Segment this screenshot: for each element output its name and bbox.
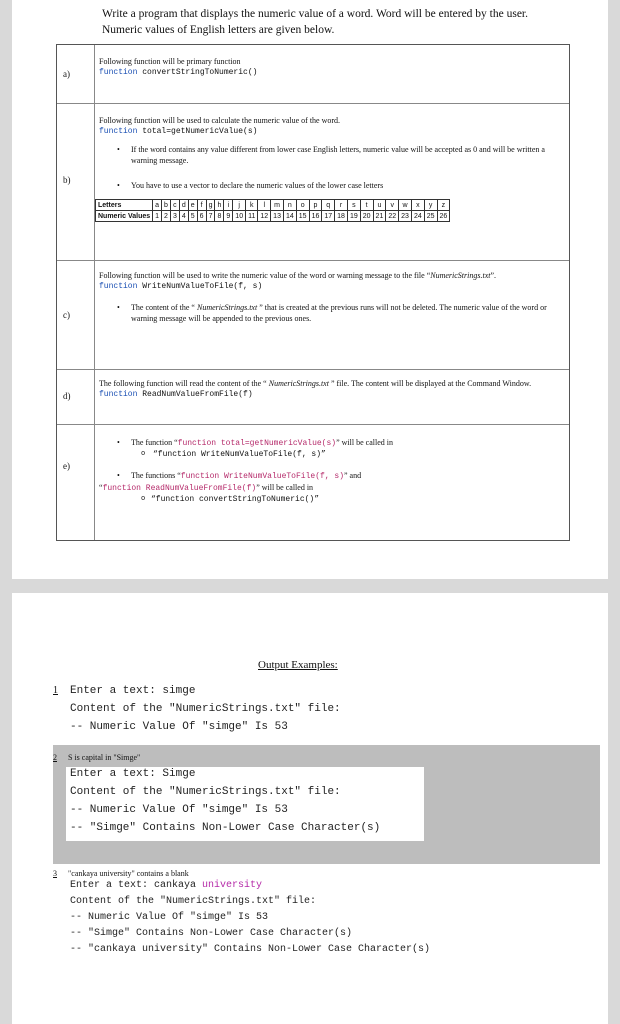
sub-bullet: o “function convertStringToNumeric()” <box>99 494 565 505</box>
row-label: c) <box>63 310 70 320</box>
line-text <box>99 482 565 494</box>
value-cell: 24 <box>411 211 424 222</box>
code: function total=getNumericValue(s) <box>177 439 337 448</box>
bullet-text: • You have to use a vector to declare the numeric values of the lower case letters <box>99 180 565 191</box>
value-cell: 12 <box>258 211 271 222</box>
value-cell: 17 <box>322 211 335 222</box>
value-cell: 3 <box>170 211 179 222</box>
text: The function “ <box>131 438 178 447</box>
row-label: a) <box>63 69 70 79</box>
text: ” will be called in <box>336 438 393 447</box>
value-cell: 25 <box>424 211 437 222</box>
output-line: -- Numeric Value Of "simge" Is 53 <box>70 912 269 923</box>
requirements-table <box>56 44 570 541</box>
value-cell: 15 <box>296 211 309 222</box>
letter-cell: m <box>271 200 284 211</box>
letter-cell: k <box>246 200 258 211</box>
letter-cell: b <box>162 200 171 211</box>
value-cell: 9 <box>224 211 233 222</box>
sub-bullet: o “function WriteNumValueToFile(f, s)” <box>99 449 565 460</box>
output-line: Enter a text: simge <box>70 685 196 697</box>
value-cell: 10 <box>233 211 246 222</box>
letter-cell: u <box>373 200 386 211</box>
letter-cell: x <box>411 200 424 211</box>
function-signature: convertStringToNumeric() <box>142 68 258 77</box>
row-c <box>57 260 569 370</box>
row-e <box>57 424 569 540</box>
value-cell: 14 <box>283 211 296 222</box>
value-cell: 19 <box>347 211 360 222</box>
bullet-text <box>99 302 565 324</box>
values-row <box>96 211 450 222</box>
output-line: Content of the "NumericStrings.txt" file: <box>70 786 341 798</box>
file-name: NumericStrings.txt <box>430 271 491 280</box>
function-signature: total=getNumericValue(s) <box>142 127 258 136</box>
value-cell: 8 <box>215 211 224 222</box>
letter-cell: f <box>197 200 206 211</box>
value-cell: 26 <box>437 211 450 222</box>
output-line: Enter a text: Simge <box>70 768 196 780</box>
value-cell: 6 <box>197 211 206 222</box>
letter-cell: q <box>322 200 335 211</box>
output-line: -- "Simge" Contains Non-Lower Case Character(s) <box>70 928 353 939</box>
letter-cell: e <box>188 200 197 211</box>
row-a <box>57 45 569 104</box>
example-number: 2 <box>53 753 57 762</box>
assignment-page <box>12 0 608 579</box>
example-note: "cankaya university" contains a blank <box>68 869 189 878</box>
letter-cell: r <box>335 200 348 211</box>
text: Enter a text: cankaya <box>70 880 203 891</box>
letter-cell: n <box>283 200 296 211</box>
row-b <box>57 103 569 261</box>
example-2 <box>70 765 380 837</box>
output-line: Content of the "NumericStrings.txt" file: <box>70 896 317 907</box>
example-note: S is capital in "Simge" <box>68 753 141 762</box>
text: ”. <box>490 271 497 280</box>
value-cell: 20 <box>360 211 373 222</box>
value-cell: 23 <box>399 211 412 222</box>
example-number: 3 <box>53 869 57 878</box>
text: “ <box>99 483 103 492</box>
output-line <box>70 878 430 894</box>
letter-values-table <box>95 199 450 222</box>
output-line: -- Numeric Value Of "simge" Is 53 <box>70 721 288 733</box>
highlighted-word: university <box>202 880 263 891</box>
row-d <box>57 369 569 425</box>
keyword: function <box>99 390 138 399</box>
row-label: e) <box>63 461 70 471</box>
letter-cell: o <box>296 200 309 211</box>
letter-cell: c <box>170 200 179 211</box>
row-d-text <box>99 378 565 389</box>
row-c-text <box>99 270 565 281</box>
output-page <box>12 593 608 1024</box>
example-1 <box>70 682 341 736</box>
text: ” that is created at the previous runs will not be deleted. The numeric value of the word or warning message will be appended to the previous ones. <box>131 303 547 323</box>
letter-cell: w <box>399 200 412 211</box>
row-a-text: Following function will be primary function <box>99 57 241 66</box>
file-name: NumericStrings.txt <box>268 379 329 388</box>
function-signature: ReadNumValueFromFile(f) <box>142 390 253 399</box>
text: ” file. The content will be displayed at the Command Window. <box>328 379 532 388</box>
letter-cell: i <box>224 200 233 211</box>
letter-cell: a <box>153 200 162 211</box>
bullet-text: • If the word contains any value different from lower case English letters, numeric value will be accepted as 0 and will be written a warning message. <box>99 144 565 166</box>
value-cell: 1 <box>153 211 162 222</box>
keyword: function <box>99 282 138 291</box>
bullet-text <box>99 470 565 482</box>
text: The functions “ <box>131 471 181 480</box>
letters-header: Letters <box>96 200 153 211</box>
file-name: NumericStrings.txt <box>196 303 258 312</box>
row-label: d) <box>63 391 71 401</box>
row-label: b) <box>63 175 71 185</box>
value-cell: 13 <box>271 211 284 222</box>
keyword: function <box>99 127 138 136</box>
value-cell: 22 <box>386 211 399 222</box>
output-line: -- "Simge" Contains Non-Lower Case Character(s) <box>70 822 381 834</box>
code: function ReadNumValueFromFile(f) <box>102 484 257 493</box>
letter-cell: t <box>360 200 373 211</box>
output-title: Output Examples: <box>258 659 338 671</box>
output-line: -- "cankaya university" Contains Non-Lower Case Character(s) <box>70 944 431 955</box>
value-cell: 11 <box>246 211 258 222</box>
letter-cell: l <box>258 200 271 211</box>
value-cell: 16 <box>309 211 322 222</box>
value-cell: 4 <box>179 211 188 222</box>
value-cell: 2 <box>162 211 171 222</box>
value-cell: 5 <box>188 211 197 222</box>
value-cell: 21 <box>373 211 386 222</box>
letters-row <box>96 200 450 211</box>
letter-cell: p <box>309 200 322 211</box>
letter-cell: d <box>179 200 188 211</box>
letter-cell: s <box>347 200 360 211</box>
value-cell: 7 <box>206 211 215 222</box>
keyword: function <box>99 68 138 77</box>
intro-text: Write a program that displays the numeric value of a word. Word will be entered by the user. Numeric values of English letters are given below. <box>102 8 529 36</box>
code: function WriteNumValueToFile(f, s) <box>180 472 344 481</box>
text: ” and <box>344 471 362 480</box>
example-number: 1 <box>53 685 58 696</box>
value-cell: 18 <box>335 211 348 222</box>
output-line: -- Numeric Value Of "simge" Is 53 <box>70 804 288 816</box>
letter-cell: y <box>424 200 437 211</box>
bullet-text <box>99 437 565 449</box>
text: The following function will read the content of the “ <box>99 379 269 388</box>
text: The content of the “ <box>131 303 197 312</box>
letter-cell: j <box>233 200 246 211</box>
letter-cell: v <box>386 200 399 211</box>
function-signature: WriteNumValueToFile(f, s) <box>142 282 263 291</box>
letter-cell: g <box>206 200 215 211</box>
letter-cell: z <box>437 200 450 211</box>
text: ” will be called in <box>256 483 314 492</box>
output-line: Content of the "NumericStrings.txt" file: <box>70 703 341 715</box>
values-header: Numeric Values <box>96 211 153 222</box>
example-3 <box>70 878 430 958</box>
letter-cell: h <box>215 200 224 211</box>
text: Following function will be used to write the numeric value of the word or warning message to the file “ <box>99 271 431 280</box>
row-b-text: Following function will be used to calculate the numeric value of the word. <box>99 116 341 125</box>
